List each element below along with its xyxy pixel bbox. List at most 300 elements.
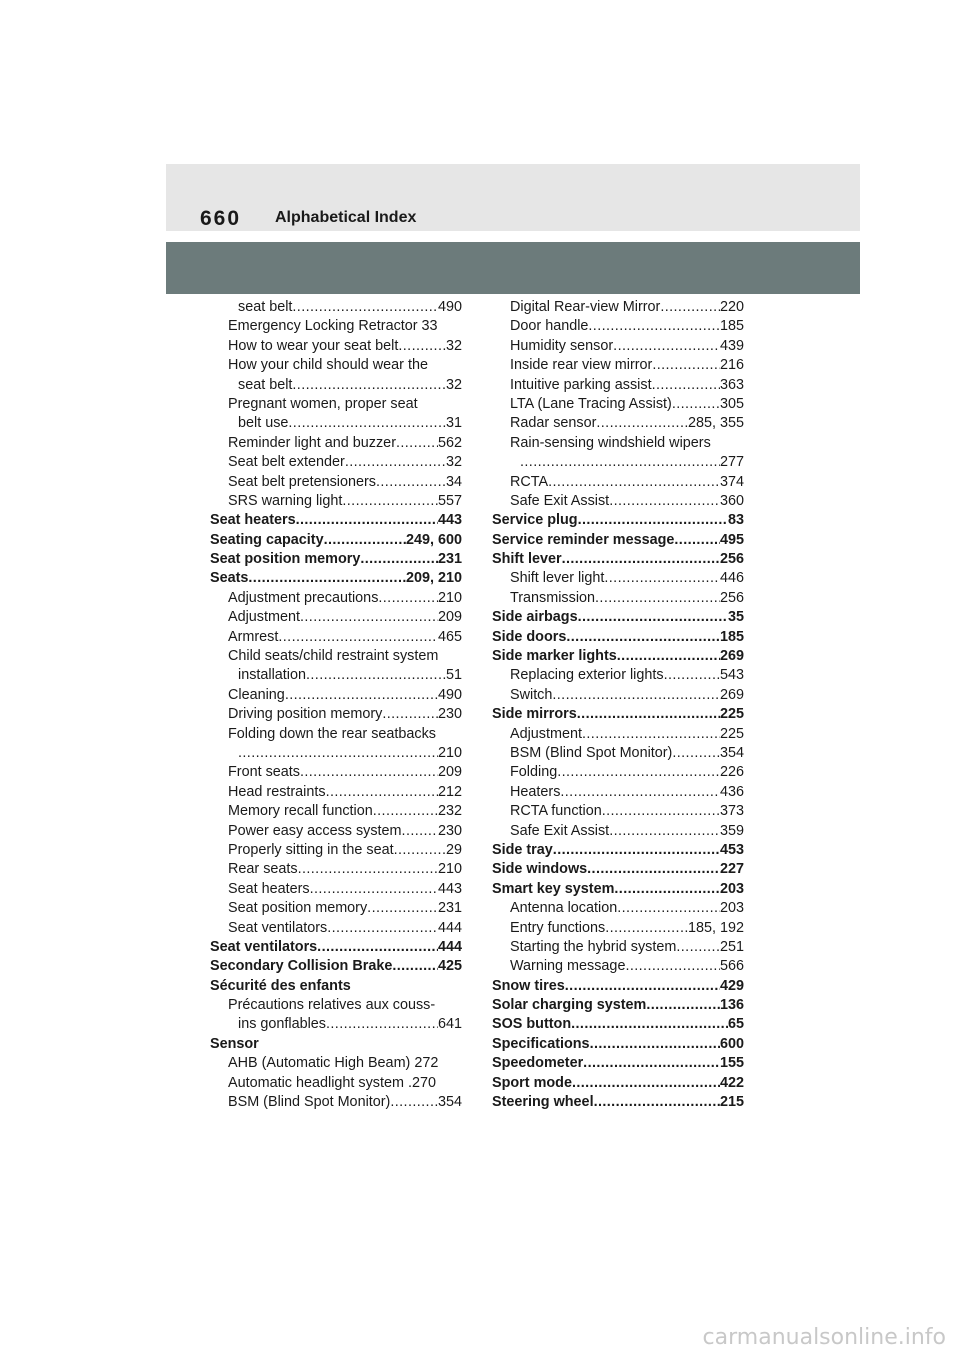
- index-entry: [210, 744, 462, 763]
- index-entry: [492, 1015, 744, 1034]
- dot-leader: [578, 608, 728, 627]
- dot-leader: [672, 744, 720, 763]
- index-entry: [492, 414, 744, 433]
- index-page-ref: 185, 192: [687, 919, 744, 936]
- index-page-ref: 374: [719, 473, 744, 490]
- index-entry: [210, 686, 462, 705]
- index-page-ref: 210: [437, 589, 462, 606]
- index-term: Service plug: [492, 512, 578, 529]
- index-term: Seating capacity: [210, 531, 324, 548]
- index-term: Cleaning: [228, 686, 285, 703]
- dot-leader: [324, 531, 406, 550]
- index-term: Antenna location: [510, 900, 618, 917]
- index-term: Side windows: [492, 861, 588, 878]
- index-page-ref: 230: [437, 822, 462, 839]
- index-entry: [210, 317, 462, 336]
- dot-leader: [520, 453, 720, 472]
- index-term: Child seats/child restraint system: [228, 648, 439, 665]
- index-entry: [492, 763, 744, 782]
- index-page-ref: 277: [719, 454, 744, 471]
- index-page-ref: 210: [437, 861, 462, 878]
- index-page-ref: 443: [437, 880, 462, 897]
- index-term: Switch: [510, 686, 553, 703]
- index-page-ref: 256: [719, 589, 744, 606]
- index-term: Rear seats: [228, 861, 298, 878]
- index-page-ref: 136: [719, 997, 744, 1014]
- index-page-ref: 232: [437, 803, 462, 820]
- dot-leader: [676, 938, 720, 957]
- dot-leader: [317, 938, 438, 957]
- index-term: Transmission: [510, 589, 596, 606]
- index-term: Sport mode: [492, 1074, 572, 1091]
- index-page-ref: 543: [719, 667, 744, 684]
- dot-leader: [587, 860, 720, 879]
- index-term: Folding down the rear seatbacks: [228, 725, 436, 742]
- dot-leader: [326, 783, 438, 802]
- dot-leader: [382, 705, 438, 724]
- index-term: Snow tires: [492, 977, 565, 994]
- index-entry: [492, 473, 744, 492]
- index-entry: [210, 376, 462, 395]
- index-entry: [210, 414, 462, 433]
- index-page-ref: 436: [719, 783, 744, 800]
- index-page-ref: 216: [719, 357, 744, 374]
- index-page-ref: 29: [445, 841, 462, 858]
- index-page-ref: 269: [719, 648, 744, 665]
- dot-leader: [596, 414, 688, 433]
- index-term: Solar charging system: [492, 997, 647, 1014]
- index-page-ref: 209: [437, 764, 462, 781]
- dot-leader: [238, 744, 438, 763]
- index-page-ref: 220: [719, 299, 744, 315]
- index-term: Side mirrors: [492, 706, 577, 723]
- index-page-ref: 425: [437, 958, 462, 975]
- index-term: seat belt: [238, 376, 293, 393]
- dot-leader: [327, 919, 438, 938]
- index-page-ref: 360: [719, 492, 744, 509]
- index-term: Side airbags: [492, 609, 578, 626]
- index-page-ref: 209: [437, 609, 462, 626]
- index-page-ref: 65: [727, 1016, 744, 1033]
- dot-leader: [376, 473, 446, 492]
- index-entry: [492, 511, 744, 530]
- dot-leader: [614, 880, 720, 899]
- index-entry: [492, 899, 744, 918]
- index-entry: [210, 1074, 462, 1093]
- index-page-ref: 363: [719, 376, 744, 393]
- index-entry: [492, 608, 744, 627]
- dot-leader: [248, 569, 406, 588]
- index-term: Adjustment: [228, 609, 300, 626]
- dot-leader: [345, 453, 446, 472]
- index-page-ref: 354: [719, 744, 744, 761]
- dot-leader: [617, 647, 720, 666]
- index-page-ref: 32: [445, 337, 462, 354]
- index-page-ref: 354: [437, 1094, 462, 1111]
- index-entry: [210, 1054, 462, 1073]
- index-entry: [492, 1035, 744, 1054]
- index-entry: [492, 1074, 744, 1093]
- index-page-ref: 256: [719, 551, 744, 568]
- index-page-ref: 231: [437, 900, 462, 917]
- index-term: ins gonflables: [238, 1016, 327, 1033]
- index-page-ref: 490: [437, 299, 462, 315]
- index-term: Entry functions: [510, 919, 606, 936]
- index-entry: [492, 337, 744, 356]
- index-term: RCTA function: [510, 803, 602, 820]
- index-page-ref: 446: [719, 570, 744, 587]
- index-page-ref: 35: [727, 609, 744, 626]
- index-entry: [210, 977, 462, 996]
- dot-leader: [378, 589, 438, 608]
- dot-leader: [652, 376, 720, 395]
- index-term: Inside rear view mirror: [510, 357, 653, 374]
- index-entry: [210, 647, 462, 666]
- index-term: Seat heaters: [210, 512, 296, 529]
- index-entry: [210, 492, 462, 511]
- dot-leader: [402, 822, 438, 841]
- index-term: Seat heaters: [228, 880, 310, 897]
- index-page-ref: 562: [437, 434, 462, 451]
- index-entry: [210, 1093, 462, 1112]
- dot-leader: [548, 473, 720, 492]
- index-term: Specifications: [492, 1035, 590, 1052]
- dot-leader: [590, 1035, 720, 1054]
- index-term: SRS warning light: [228, 492, 343, 509]
- index-entry: [210, 298, 462, 317]
- index-term: AHB (Automatic High Beam) 272: [228, 1055, 439, 1072]
- index-entry: [492, 298, 744, 317]
- dot-leader: [373, 802, 438, 821]
- index-term: Side marker lights: [492, 648, 617, 665]
- index-entry: [210, 783, 462, 802]
- index-entry: [210, 1035, 462, 1054]
- index-term: Folding: [510, 764, 558, 781]
- index-term: Seat belt extender: [228, 454, 345, 471]
- index-entry: [492, 550, 744, 569]
- index-term: Starting the hybrid system: [510, 938, 677, 955]
- index-term: Speedometer: [492, 1055, 584, 1072]
- index-term: Warning message: [510, 958, 626, 975]
- index-page-ref: 155: [719, 1055, 744, 1072]
- index-term: Seat position memory: [210, 551, 361, 568]
- index-page-ref: 269: [719, 686, 744, 703]
- dot-leader: [577, 705, 720, 724]
- index-entry: [210, 453, 462, 472]
- index-page-ref: 203: [719, 900, 744, 917]
- dot-leader: [396, 434, 438, 453]
- index-entry: [492, 666, 744, 685]
- index-entry: [492, 492, 744, 511]
- index-page-ref: 251: [719, 938, 744, 955]
- index-entry: [210, 511, 462, 530]
- dot-leader: [394, 841, 446, 860]
- index-entry: [210, 569, 462, 588]
- dot-leader: [583, 1054, 720, 1073]
- index-page-ref: 429: [719, 977, 744, 994]
- dot-leader: [292, 298, 438, 317]
- index-page-ref: 32: [445, 376, 462, 393]
- index-page-ref: 249, 600: [405, 531, 462, 548]
- index-page-ref: 225: [719, 706, 744, 723]
- index-page-ref: 32: [445, 454, 462, 471]
- index-page-ref: 226: [719, 764, 744, 781]
- index-term: installation: [238, 667, 306, 684]
- index-entry: [492, 686, 744, 705]
- index-page-ref: 51: [445, 667, 462, 684]
- index-term: Seat position memory: [228, 900, 368, 917]
- index-column-right: [492, 298, 744, 1112]
- index-entry: [492, 569, 744, 588]
- index-term: Précautions relatives aux couss-: [228, 997, 436, 1014]
- index-term: seat belt: [238, 299, 293, 315]
- index-term: Intuitive parking assist: [510, 376, 652, 393]
- index-term: Side doors: [492, 628, 567, 645]
- dot-leader: [296, 511, 438, 530]
- index-term: Secondary Collision Brake: [210, 958, 393, 975]
- index-page-ref: 31: [445, 415, 462, 432]
- index-page-ref: 305: [719, 395, 744, 412]
- index-entry: [210, 666, 462, 685]
- index-entry: [210, 860, 462, 879]
- index-term: BSM (Blind Spot Monitor): [510, 744, 673, 761]
- index-entry: [492, 356, 744, 375]
- index-term: How your child should wear the: [228, 357, 428, 374]
- index-page-ref: 359: [719, 822, 744, 839]
- dot-leader: [300, 608, 438, 627]
- dot-leader: [609, 822, 720, 841]
- watermark: carmanualsonline.info: [702, 1325, 946, 1350]
- dot-leader: [367, 899, 438, 918]
- index-page-ref: 490: [437, 686, 462, 703]
- index-entry: [492, 957, 744, 976]
- index-entry: [210, 841, 462, 860]
- index-page-ref: 557: [437, 492, 462, 509]
- index-term: Smart key system: [492, 880, 615, 897]
- index-page-ref: 34: [445, 473, 462, 490]
- dot-leader: [605, 919, 688, 938]
- index-term: Emergency Locking Retractor 33: [228, 318, 438, 335]
- index-term: Safe Exit Assist: [510, 492, 610, 509]
- index-entry: [210, 802, 462, 821]
- index-term: BSM (Blind Spot Monitor): [228, 1094, 391, 1111]
- dot-leader: [300, 763, 438, 782]
- index-entry: [210, 1015, 462, 1034]
- dot-leader: [398, 337, 446, 356]
- dot-leader: [553, 841, 720, 860]
- index-entry: [210, 957, 462, 976]
- index-entry: [492, 783, 744, 802]
- index-term: Shift lever light: [510, 570, 605, 587]
- index-term: SOS button: [492, 1016, 572, 1033]
- index-entry: [210, 880, 462, 899]
- dot-leader: [326, 1015, 438, 1034]
- dot-leader: [660, 298, 720, 317]
- dot-leader: [285, 686, 438, 705]
- index-term: Front seats: [228, 764, 300, 781]
- dot-leader: [390, 1093, 438, 1112]
- dot-leader: [566, 628, 720, 647]
- index-page-ref: 373: [719, 803, 744, 820]
- index-term: Digital Rear-view Mirror: [510, 299, 661, 315]
- index-entry: [492, 1093, 744, 1112]
- dot-leader: [392, 957, 438, 976]
- dot-leader: [557, 763, 720, 782]
- index-entry: [492, 1054, 744, 1073]
- index-page-ref: 495: [719, 531, 744, 548]
- dot-leader: [298, 860, 438, 879]
- index-entry: [492, 395, 744, 414]
- dot-leader: [625, 957, 720, 976]
- index-term: Service reminder message: [492, 531, 675, 548]
- dot-leader: [672, 395, 720, 414]
- index-term: Seat ventilators: [210, 938, 318, 955]
- dot-leader: [652, 356, 720, 375]
- index-page-ref: 641: [437, 1016, 462, 1033]
- index-term: Radar sensor: [510, 415, 597, 432]
- index-column-left: [210, 298, 462, 1112]
- index-term: Seats: [210, 570, 249, 587]
- index-term: belt use: [238, 415, 289, 432]
- index-page-ref: 215: [719, 1094, 744, 1111]
- index-entry: [210, 356, 462, 375]
- dot-leader: [617, 899, 720, 918]
- dot-leader: [588, 317, 720, 336]
- header-band: [166, 242, 860, 294]
- dot-leader: [572, 1074, 720, 1093]
- index-term: Memory recall function: [228, 803, 373, 820]
- index-entry: [492, 589, 744, 608]
- index-page-ref: 443: [437, 512, 462, 529]
- dot-leader: [594, 1093, 720, 1112]
- index-page-ref: 230: [437, 706, 462, 723]
- index-page-ref: 227: [719, 861, 744, 878]
- dot-leader: [582, 725, 720, 744]
- index-entry: [210, 725, 462, 744]
- dot-leader: [360, 550, 438, 569]
- dot-leader: [609, 492, 720, 511]
- index-entry: [492, 434, 744, 453]
- index-term: Replacing exterior lights: [510, 667, 664, 684]
- index-term: Adjustment precautions: [228, 589, 379, 606]
- index-entry: [210, 628, 462, 647]
- index-entry: [492, 880, 744, 899]
- dot-leader: [571, 1015, 728, 1034]
- header-top-bar: [166, 164, 860, 231]
- index-entry: [492, 531, 744, 550]
- index-page-ref: 600: [719, 1035, 744, 1052]
- index-page-ref: 185: [719, 318, 744, 335]
- index-term: Safe Exit Assist: [510, 822, 610, 839]
- index-term: Driving position memory: [228, 706, 383, 723]
- index-page-ref: 465: [437, 628, 462, 645]
- index-term: How to wear your seat belt: [228, 337, 399, 354]
- index-entry: [492, 996, 744, 1015]
- dot-leader: [664, 666, 720, 685]
- index-page-ref: 566: [719, 958, 744, 975]
- index-term: Power easy access system: [228, 822, 402, 839]
- dot-leader: [674, 531, 720, 550]
- dot-leader: [604, 569, 720, 588]
- dot-leader: [306, 666, 446, 685]
- dot-leader: [613, 337, 720, 356]
- index-entry: [210, 337, 462, 356]
- index-term: Seat ventilators: [228, 919, 328, 936]
- index-entry: [492, 919, 744, 938]
- index-entry: [492, 628, 744, 647]
- index-term: Reminder light and buzzer: [228, 434, 396, 451]
- dot-leader: [342, 492, 438, 511]
- index-entry: [210, 919, 462, 938]
- index-term: RCTA: [510, 473, 549, 490]
- dot-leader: [565, 977, 720, 996]
- index-entry: [210, 550, 462, 569]
- index-entry: [492, 938, 744, 957]
- index-entry: [210, 589, 462, 608]
- index-term: Steering wheel: [492, 1094, 594, 1111]
- dot-leader: [292, 376, 446, 395]
- index-entry: [492, 317, 744, 336]
- index-term: Door handle: [510, 318, 589, 335]
- page-number: 660: [200, 207, 242, 230]
- index-entry: [492, 744, 744, 763]
- index-entry: [492, 841, 744, 860]
- dot-leader: [552, 686, 720, 705]
- index-term: Head restraints: [228, 783, 326, 800]
- dot-leader: [595, 589, 720, 608]
- index-entry: [210, 763, 462, 782]
- index-page-ref: 210: [437, 744, 462, 761]
- index-page-ref: 453: [719, 841, 744, 858]
- index-entry: [492, 647, 744, 666]
- index-entry: [210, 434, 462, 453]
- index-entry: [492, 977, 744, 996]
- index-term: Armrest: [228, 628, 279, 645]
- index-page-ref: 203: [719, 880, 744, 897]
- index-entry: [210, 899, 462, 918]
- index-entry: [210, 608, 462, 627]
- index-term: Heaters: [510, 783, 561, 800]
- index-term: Properly sitting in the seat: [228, 841, 394, 858]
- dot-leader: [560, 783, 720, 802]
- dot-leader: [310, 880, 438, 899]
- index-entry: [492, 376, 744, 395]
- index-entry: [492, 705, 744, 724]
- section-title: Alphabetical Index: [275, 209, 417, 226]
- index-entry: [492, 822, 744, 841]
- index-entry: [492, 860, 744, 879]
- index-entry: [210, 996, 462, 1015]
- index-term: Humidity sensor: [510, 337, 614, 354]
- index-page-ref: 285, 355: [687, 415, 744, 432]
- index-entry: [210, 822, 462, 841]
- index-entry: [210, 705, 462, 724]
- index-page-ref: 444: [437, 938, 462, 955]
- index-term: Sensor: [210, 1035, 259, 1052]
- index-page-ref: 212: [437, 783, 462, 800]
- index-entry: [210, 531, 462, 550]
- index-page-ref: 422: [719, 1074, 744, 1091]
- index-page-ref: 225: [719, 725, 744, 742]
- index-term: Shift lever: [492, 551, 562, 568]
- index-term: Pregnant women, proper seat: [228, 395, 418, 412]
- index-page-ref: 185: [719, 628, 744, 645]
- index-term: Seat belt pretensioners: [228, 473, 376, 490]
- index-page-ref: 439: [719, 337, 744, 354]
- index-page-ref: 83: [727, 512, 744, 529]
- index-page-ref: 209, 210: [405, 570, 462, 587]
- index-entry: [492, 802, 744, 821]
